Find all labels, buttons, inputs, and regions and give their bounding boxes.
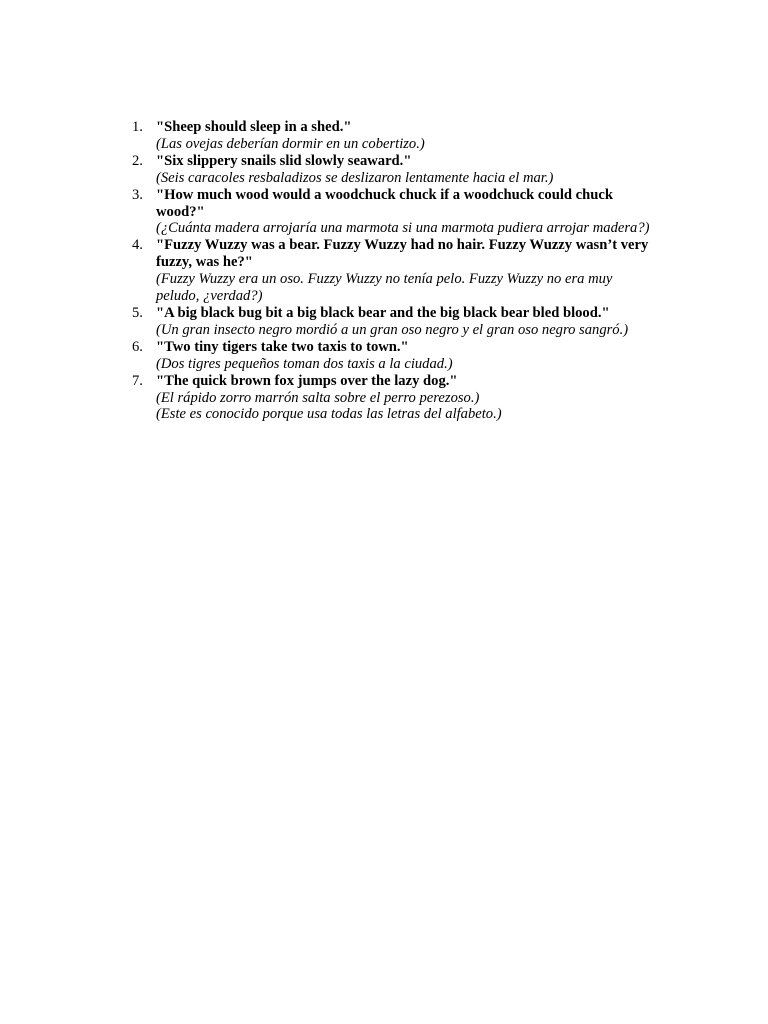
list-item [132, 237, 656, 305]
english-phrase: "Two tiny tigers take two taxis to town." [156, 338, 409, 355]
spanish-translation: (Seis caracoles resbaladizos se deslizaron lentamente hacia el mar.) [156, 169, 554, 186]
tongue-twister-list [132, 119, 656, 423]
english-phrase: "The quick brown fox jumps over the lazy dog." [156, 372, 458, 389]
item-number: 1. [132, 119, 143, 135]
spanish-translation: (¿Cuánta madera arrojaría una marmota si una marmota pudiera arrojar madera?) [156, 220, 650, 237]
english-phrase: "A big black bug bit a big black bear and the big black bear bled blood." [156, 304, 610, 321]
spanish-translation: (Fuzzy Wuzzy era un oso. Fuzzy Wuzzy no tenía pelo. Fuzzy Wuzzy no era muy peludo, ¿verdad?) [156, 271, 613, 305]
spanish-translation: (El rápido zorro marrón salta sobre el perro perezoso.) [156, 389, 480, 406]
item-number: 6. [132, 338, 143, 355]
item-number: 3. [132, 186, 143, 203]
list-item [132, 119, 656, 153]
english-phrase: "Six slippery snails slid slowly seaward." [156, 152, 412, 169]
list-item [132, 372, 656, 424]
spanish-note: (Este es conocido porque usa todas las letras del alfabeto.) [156, 406, 502, 423]
list-item [132, 186, 656, 238]
spanish-translation: (Las ovejas deberían dormir en un cobertizo.) [156, 135, 425, 152]
list-item [132, 152, 656, 187]
item-number: 5. [132, 304, 143, 321]
item-number: 7. [132, 372, 143, 389]
english-phrase: "Fuzzy Wuzzy was a bear. Fuzzy Wuzzy had no hair. Fuzzy Wuzzy wasn’t very fuzzy, was he?" [156, 237, 649, 271]
item-number: 4. [132, 237, 143, 254]
spanish-translation: (Dos tigres pequeños toman dos taxis a la ciudad.) [156, 355, 453, 372]
list-item [132, 304, 656, 339]
spanish-translation: (Un gran insecto negro mordió a un gran oso negro y el gran oso negro sangró.) [156, 321, 629, 338]
list-item [132, 338, 656, 373]
english-phrase: "Sheep should sleep in a shed." [156, 119, 352, 135]
item-number: 2. [132, 152, 143, 169]
english-phrase: "How much wood would a woodchuck chuck if a woodchuck could chuck wood?" [156, 186, 613, 220]
